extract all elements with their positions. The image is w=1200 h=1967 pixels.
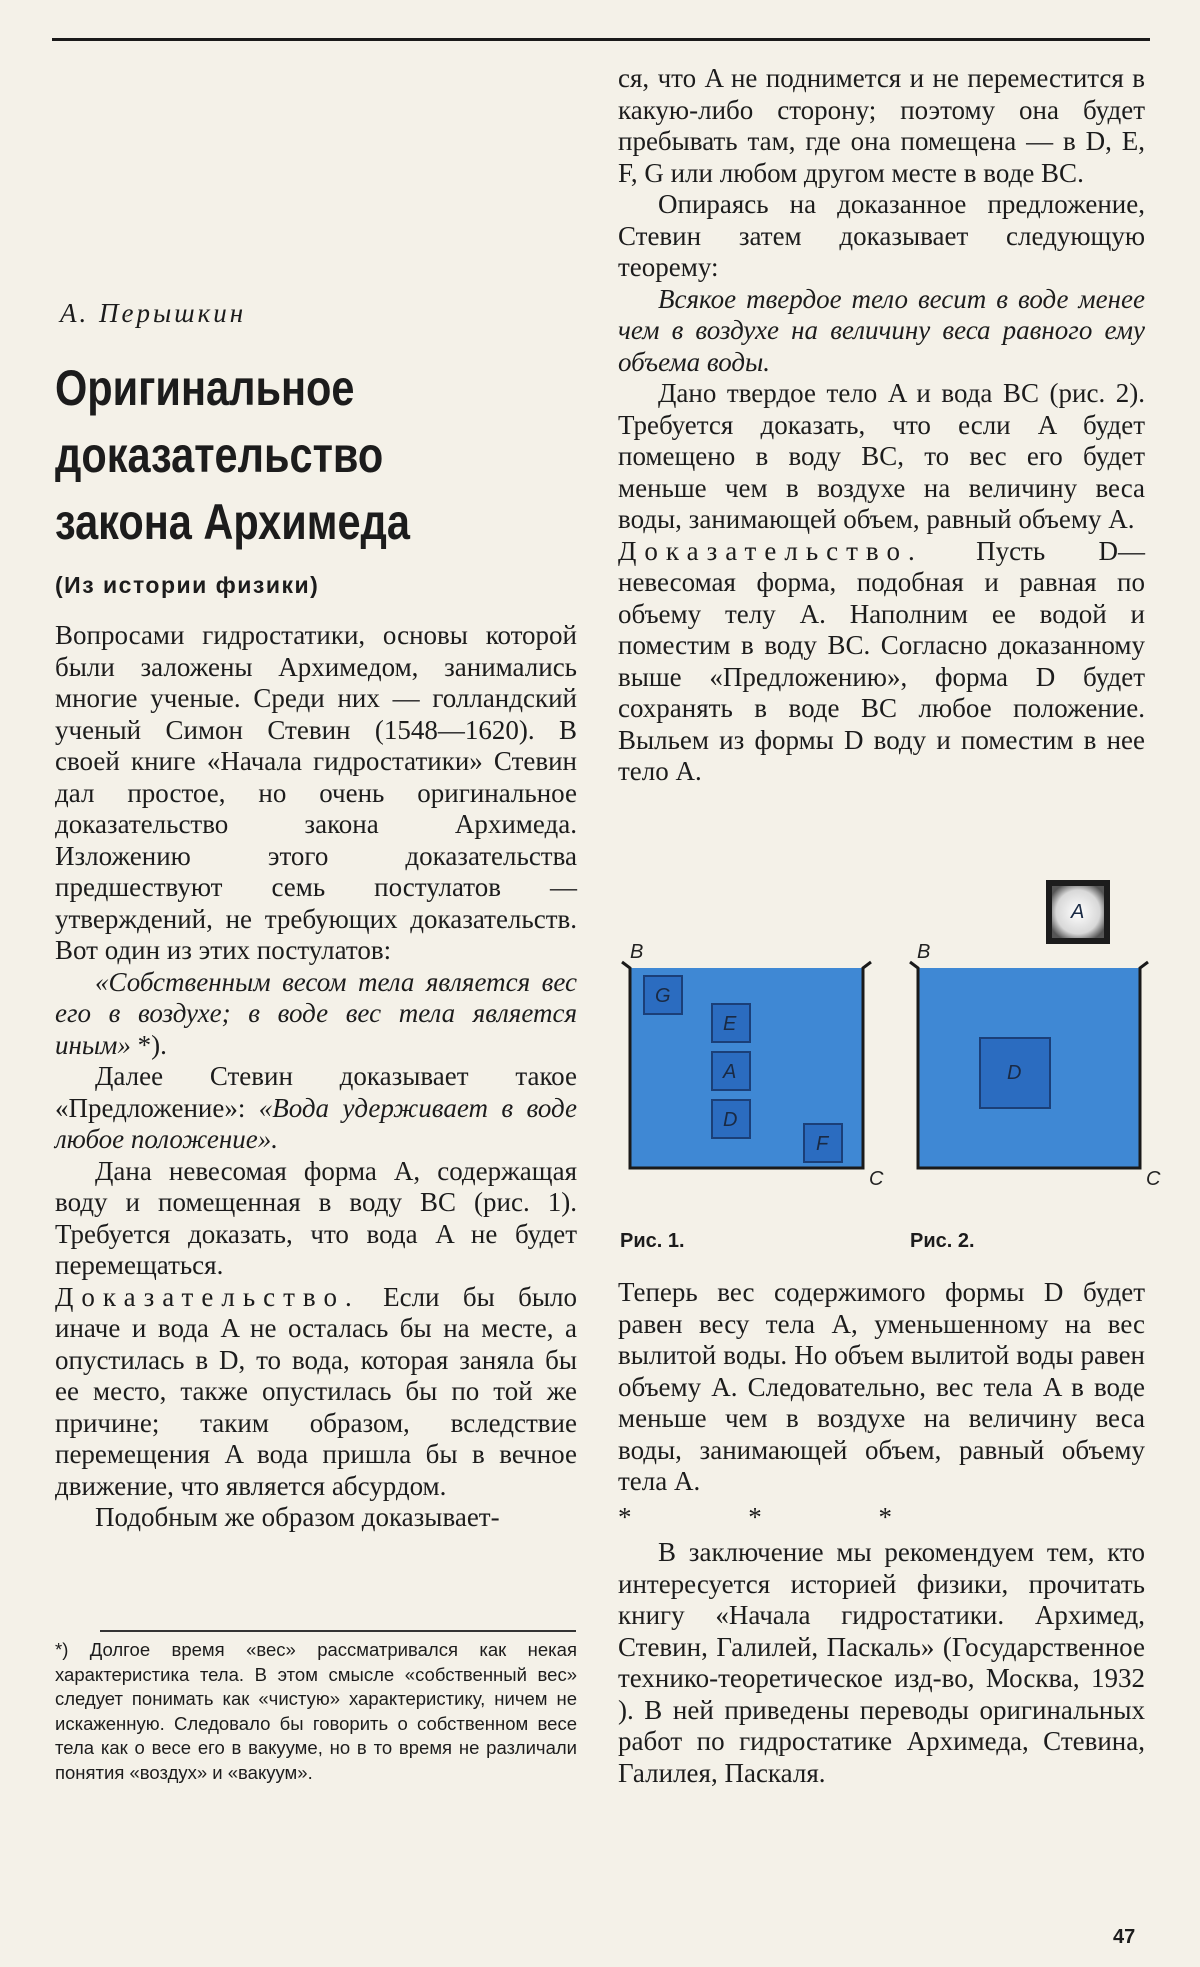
box-a-letter: A (723, 1061, 737, 1083)
proof-text: Если бы было иначе и вода A не осталась бы на месте, а опустилась в D, то вода, которая заняла бы ее место, также опустилась бы по той же причине; таким образом, вследствие перемещения A вода пришла бы в вечное движение, что является абсурдом. (55, 1281, 577, 1501)
paragraph: В заключение мы рекомендуем тем, кто интересуется историей физики, прочитать книгу «Начала гидростатики. Архимед, Стевин, Галилей, Паскаль» (Государственное технико-теоретическое изд-во, Москва, 1932 ). В ней приведены переводы оригинальных работ по гидростатике Архимеда, Стевина, Галилея, Паскаля. (618, 1537, 1145, 1788)
author: А. Перышкин (60, 298, 247, 328)
label-c: C (1146, 1168, 1161, 1190)
proposition-paragraph (55, 1061, 577, 1156)
paragraph: Дано твердое тело A и вода BC (рис. 2). Требуется доказать, что если A будет помещено в воду BC, то вес его будет меньше чем в воздухе на величину веса воды, занимающей объем, равный объему A. (618, 378, 1145, 534)
proposition-lead: Далее Стевин доказывает такое «Предложение»: (55, 1061, 577, 1123)
footnote-rule (100, 1630, 576, 1632)
figure-2 (910, 880, 1161, 1190)
section-separator: * * * (618, 1501, 947, 1532)
footnote: *) Долгое время «вес» рассматривался как некая характеристика тела. В этом смысле «собственный вес» следует понимать как «чистую» характеристику, ничем не искаженную. Следовало бы говорить о собственном весе тела как о весе его в вакууме, но в то время не различали понятия «воздух» и «вакуум». (55, 1639, 577, 1783)
proof-label: Доказательство. (55, 1281, 360, 1312)
subtitle: (Из истории физики) (55, 572, 320, 598)
proof-text: Пусть D— невесомая форма, подобная и равная по объему телу A. Наполним ее водой и поместим в воду BC. Согласно доказанному выше «Предложению», форма D будет сохранять в воде BC любое положение. Выльем из формы D воду и поместим в нее тело A. (618, 535, 1145, 786)
page-number: 47 (1113, 1926, 1136, 1948)
box-f-letter: F (816, 1133, 829, 1155)
proof-label: Доказательство. (618, 535, 923, 566)
title-line-2: доказательство (55, 427, 384, 483)
proof-paragraph (55, 1282, 577, 1503)
figures (610, 880, 1161, 1245)
label-c: C (869, 1168, 884, 1190)
box-e-letter: E (723, 1013, 737, 1035)
right-column-lower (618, 1277, 1145, 1789)
figure-1 (622, 941, 884, 1190)
box-g-letter: G (655, 985, 671, 1007)
box-d-letter: D (723, 1109, 738, 1131)
proposition-quote: «Вода удерживает в воде любое положение». (55, 1092, 577, 1154)
postulate-quote: «Собственным весом тела является вес его в воздухе; в воде вес тела является иным» (55, 966, 577, 1060)
paragraph: Теперь вес содержимого формы D будет равен весу тела A, уменьшенному на вес вылитой воды. Но объем вылитой воды равен объему A. Следовательно, вес тела A в воде меньше чем в воздухе на величину веса воды, занимающей объем, равный объему тела A. (618, 1277, 1145, 1496)
theorem: Всякое твердое тело весит в воде менее чем в воздухе на величину веса равного ему объема воды. (618, 283, 1145, 377)
body-a-letter: A (1071, 901, 1085, 923)
figure-1-caption: Рис. 1. (620, 1230, 685, 1252)
top-rule (52, 38, 1150, 41)
label-b: B (630, 941, 644, 963)
figure-2-caption: Рис. 2. (910, 1230, 975, 1252)
left-column (55, 620, 577, 1534)
label-b: B (917, 941, 931, 963)
form-d-letter: D (1007, 1062, 1022, 1084)
paragraph: Подобным же образом доказывает- (95, 1502, 500, 1532)
proof-paragraph (618, 536, 1145, 788)
right-column (618, 63, 1145, 788)
paragraph: Дана невесомая форма A, содержащая воду и помещенная в воду BC (рис. 1). Требуется доказать, что вода A не будет перемещаться. (55, 1155, 577, 1280)
title-line-1: Оригинальное (55, 360, 355, 416)
paragraph: Вопросами гидростатики, основы которой были заложены Архимедом, занимались многие ученые. Среди них — голландский ученый Симон Стевин (1548—1620). В своей книге «Начала гидростатики» Стевин дал простое, но очень оригинальное доказательство закона Архимеда. Изложению этого доказательства предшествуют семь постулатов — утверждений, не требующих доказательств. Вот один из этих постулатов: (55, 620, 577, 965)
postulate-paragraph (55, 967, 577, 1062)
title-line-3: закона Архимеда (55, 494, 410, 550)
footnote-mark: *). (130, 1029, 167, 1060)
paragraph: ся, что A не поднимется и не переместится в какую-либо сторону; поэтому она будет пребывать там, где она помещена — в D, E, F, G или любом другом месте в воде BC. (618, 63, 1145, 188)
paragraph: Опираясь на доказанное предложение, Стевин затем доказывает следующую теорему: (618, 189, 1145, 282)
article-title (55, 355, 410, 556)
